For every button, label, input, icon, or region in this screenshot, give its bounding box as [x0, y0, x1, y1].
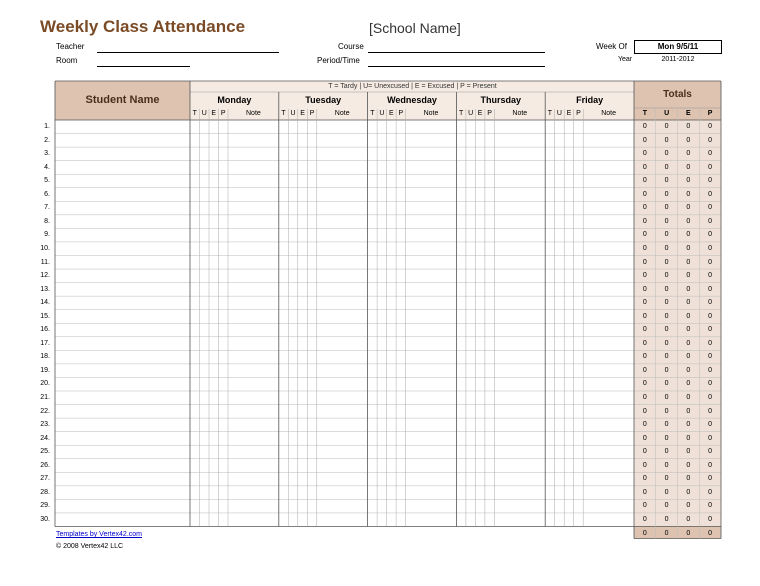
row-total-value: 0	[664, 217, 669, 225]
day-sub-header: Note	[334, 110, 350, 117]
row-total-value: 0	[642, 475, 647, 483]
row-total-value: 0	[664, 312, 669, 320]
row-total-value: 0	[642, 421, 647, 429]
row-total-value: 0	[686, 244, 691, 252]
row-total-value: 0	[664, 394, 669, 401]
grand-total-value: 0	[664, 529, 669, 537]
row-total-value: 0	[708, 326, 713, 334]
row-total-value: 0	[686, 258, 691, 266]
row-total-value: 0	[664, 366, 669, 374]
row-total-value: 0	[664, 475, 669, 483]
period-label: Period/Time	[317, 56, 360, 65]
row-total-value: 0	[642, 366, 647, 374]
row-total-value: 0	[664, 339, 669, 347]
row-total-value: 0	[708, 231, 713, 239]
row-total-value: 0	[708, 217, 713, 225]
row-total-value: 0	[642, 515, 647, 523]
row-total-value: 0	[686, 339, 691, 347]
row-total-value: 0	[708, 190, 713, 198]
row-total-value: 0	[686, 163, 691, 171]
row-total-value: 0	[686, 434, 691, 442]
day-sub-header: U	[379, 110, 385, 117]
row-number: 8.	[44, 217, 50, 225]
row-number: 28.	[40, 488, 50, 496]
grand-total-value: 0	[686, 529, 691, 537]
row-total-value: 0	[664, 326, 669, 334]
row-total-value: 0	[664, 272, 669, 280]
row-total-value: 0	[664, 380, 669, 388]
row-total-value: 0	[642, 217, 647, 225]
row-total-value: 0	[708, 475, 713, 483]
row-total-value: 0	[664, 421, 669, 429]
row-total-value: 0	[664, 244, 669, 252]
row-total-value: 0	[664, 204, 669, 212]
vertex42-link[interactable]: Templates by Vertex42.com	[56, 531, 142, 538]
row-total-value: 0	[664, 177, 669, 185]
row-total-value: 0	[664, 136, 669, 144]
school-name[interactable]: [School Name]	[369, 20, 461, 36]
day-header-friday: Friday	[576, 95, 604, 105]
row-total-value: 0	[642, 461, 647, 469]
row-total-value: 0	[708, 177, 713, 185]
day-sub-header: T	[459, 110, 464, 117]
row-total-value: 0	[642, 339, 647, 347]
teacher-label: Teacher	[56, 42, 85, 51]
row-total-value: 0	[686, 366, 691, 374]
row-total-value: 0	[642, 326, 647, 334]
day-header-wednesday: Wednesday	[387, 95, 437, 105]
week-of-field[interactable]: Mon 9/5/11	[634, 40, 722, 54]
row-number: 17.	[40, 339, 50, 347]
row-total-value: 0	[664, 434, 669, 442]
row-number: 20.	[40, 380, 50, 388]
row-number: 12.	[40, 272, 50, 280]
day-sub-header: U	[468, 110, 474, 117]
row-total-value: 0	[708, 244, 713, 252]
day-sub-header: T	[547, 110, 553, 117]
row-number: 29.	[40, 502, 50, 510]
row-number: 18.	[40, 353, 50, 361]
row-total-value: 0	[642, 190, 647, 198]
row-total-value: 0	[664, 285, 669, 293]
day-sub-header: Note	[601, 110, 616, 117]
row-total-value: 0	[642, 312, 647, 320]
row-total-value: 0	[686, 488, 691, 496]
row-number: 10.	[40, 244, 50, 252]
row-total-value: 0	[686, 394, 691, 401]
row-total-value: 0	[708, 353, 713, 361]
day-sub-header: P	[309, 110, 315, 117]
row-total-value: 0	[708, 299, 713, 307]
row-total-value: 0	[686, 421, 691, 429]
row-total-value: 0	[686, 150, 691, 158]
day-sub-header: P	[398, 110, 404, 117]
page-title: Weekly Class Attendance	[40, 17, 246, 36]
day-sub-header: U	[201, 110, 207, 117]
row-total-value: 0	[686, 312, 691, 320]
row-total-value: 0	[686, 231, 691, 239]
row-total-value: 0	[708, 136, 713, 144]
row-total-value: 0	[642, 258, 647, 266]
copyright: © 2008 Vertex42 LLC	[56, 543, 124, 550]
row-total-value: 0	[664, 461, 669, 469]
row-total-value: 0	[642, 394, 647, 401]
row-number: 15.	[40, 312, 50, 320]
row-total-value: 0	[708, 434, 713, 442]
day-sub-header: T	[370, 110, 375, 117]
totals-header: Totals	[663, 89, 692, 100]
row-total-value: 0	[664, 258, 669, 266]
day-sub-header: E	[477, 110, 483, 117]
row-total-value: 0	[708, 448, 713, 456]
row-total-value: 0	[664, 163, 669, 171]
row-total-value: 0	[642, 380, 647, 388]
row-total-value: 0	[708, 380, 713, 388]
row-total-value: 0	[708, 421, 713, 429]
row-number: 5.	[44, 177, 50, 185]
day-sub-header: Note	[512, 110, 528, 117]
row-total-value: 0	[664, 502, 669, 510]
row-total-value: 0	[642, 488, 647, 496]
row-total-value: 0	[708, 312, 713, 320]
row-total-value: 0	[708, 461, 713, 469]
row-number: 22.	[40, 407, 50, 415]
row-total-value: 0	[686, 190, 691, 198]
row-total-value: 0	[686, 475, 691, 483]
day-sub-header: T	[281, 110, 286, 117]
row-number: 30.	[40, 515, 50, 523]
day-sub-header: P	[220, 110, 226, 117]
row-total-value: 0	[664, 448, 669, 456]
row-total-value: 0	[686, 136, 691, 144]
totals-sub-header: U	[664, 110, 670, 117]
row-total-value: 0	[708, 258, 713, 266]
row-number: 19.	[40, 366, 50, 374]
year-field[interactable]: 2011-2012	[661, 56, 695, 63]
row-total-value: 0	[708, 123, 713, 130]
row-total-value: 0	[686, 515, 691, 523]
row-total-value: 0	[686, 380, 691, 388]
row-number: 11.	[40, 258, 50, 266]
week-of-label: Week Of	[596, 42, 627, 51]
day-header-thursday: Thursday	[480, 95, 522, 105]
day-sub-header: E	[300, 110, 305, 117]
row-total-value: 0	[664, 299, 669, 307]
day-sub-header: E	[566, 110, 572, 117]
row-total-value: 0	[642, 177, 647, 185]
totals-sub-header: E	[686, 110, 691, 117]
row-total-value: 0	[708, 204, 713, 212]
row-number: 13.	[40, 285, 50, 293]
day-sub-header: Note	[246, 110, 261, 117]
legend: T = Tardy | U= Unexcused | E = Excused | P = Present	[328, 83, 497, 90]
row-total-value: 0	[686, 502, 691, 510]
day-sub-header: P	[576, 110, 581, 117]
row-total-value: 0	[708, 515, 713, 523]
row-total-value: 0	[642, 502, 647, 510]
row-total-value: 0	[642, 434, 647, 442]
row-number: 16.	[40, 326, 50, 334]
row-number: 2.	[44, 136, 50, 144]
row-total-value: 0	[686, 217, 691, 225]
row-total-value: 0	[642, 163, 647, 171]
row-total-value: 0	[664, 123, 669, 130]
row-number: 1.	[44, 123, 50, 130]
row-total-value: 0	[664, 488, 669, 496]
row-total-value: 0	[686, 204, 691, 212]
row-number: 7.	[44, 204, 50, 212]
totals-sub-header: P	[707, 110, 713, 117]
day-sub-header: E	[389, 110, 394, 117]
row-total-value: 0	[642, 231, 647, 239]
row-total-value: 0	[664, 190, 669, 198]
row-number: 21.	[40, 394, 50, 401]
row-total-value: 0	[686, 285, 691, 293]
day-header-tuesday: Tuesday	[305, 95, 342, 105]
row-total-value: 0	[708, 488, 713, 496]
row-number: 14.	[40, 299, 50, 307]
row-total-value: 0	[708, 163, 713, 171]
row-total-value: 0	[708, 502, 713, 510]
row-total-value: 0	[642, 299, 647, 307]
row-total-value: 0	[664, 407, 669, 415]
row-total-value: 0	[686, 353, 691, 361]
row-total-value: 0	[686, 448, 691, 456]
row-total-value: 0	[708, 272, 713, 280]
row-total-value: 0	[642, 353, 647, 361]
row-number: 26.	[40, 461, 50, 469]
row-total-value: 0	[686, 461, 691, 469]
row-total-value: 0	[642, 272, 647, 280]
day-sub-header: P	[487, 110, 492, 117]
row-number: 23.	[40, 421, 50, 429]
row-total-value: 0	[686, 407, 691, 415]
row-number: 27.	[40, 475, 50, 483]
row-number: 25.	[40, 448, 50, 456]
day-sub-header: Note	[423, 110, 439, 117]
row-total-value: 0	[642, 448, 647, 456]
row-total-value: 0	[708, 394, 713, 401]
row-total-value: 0	[708, 339, 713, 347]
day-sub-header: E	[211, 110, 217, 117]
row-total-value: 0	[708, 407, 713, 415]
row-number: 4.	[44, 163, 50, 171]
row-total-value: 0	[664, 353, 669, 361]
row-total-value: 0	[642, 204, 647, 212]
row-total-value: 0	[686, 123, 691, 130]
row-total-value: 0	[708, 285, 713, 293]
totals-sub-header: T	[642, 110, 648, 117]
row-total-value: 0	[642, 244, 647, 252]
row-total-value: 0	[708, 150, 713, 158]
grand-total-value: 0	[642, 529, 647, 537]
day-sub-header: U	[556, 110, 562, 117]
row-total-value: 0	[686, 272, 691, 280]
row-total-value: 0	[686, 177, 691, 185]
row-total-value: 0	[664, 150, 669, 158]
grand-total-value: 0	[708, 529, 713, 537]
row-total-value: 0	[642, 136, 647, 144]
row-total-value: 0	[686, 326, 691, 334]
room-label: Room	[56, 56, 78, 65]
row-total-value: 0	[686, 299, 691, 307]
row-number: 6.	[44, 190, 50, 198]
row-total-value: 0	[708, 366, 713, 374]
course-label: Course	[338, 42, 364, 51]
row-total-value: 0	[642, 123, 647, 130]
row-total-value: 0	[642, 407, 647, 415]
day-sub-header: U	[290, 110, 296, 117]
student-name-header: Student Name	[85, 94, 160, 106]
row-total-value: 0	[642, 150, 647, 158]
day-sub-header: T	[192, 110, 197, 117]
row-total-value: 0	[664, 515, 669, 523]
row-total-value: 0	[664, 231, 669, 239]
row-number: 24.	[40, 434, 50, 442]
row-total-value: 0	[642, 285, 647, 293]
row-number: 3.	[44, 150, 50, 158]
row-number: 9.	[44, 231, 50, 239]
day-header-monday: Monday	[217, 95, 252, 105]
year-label: Year	[618, 56, 633, 63]
